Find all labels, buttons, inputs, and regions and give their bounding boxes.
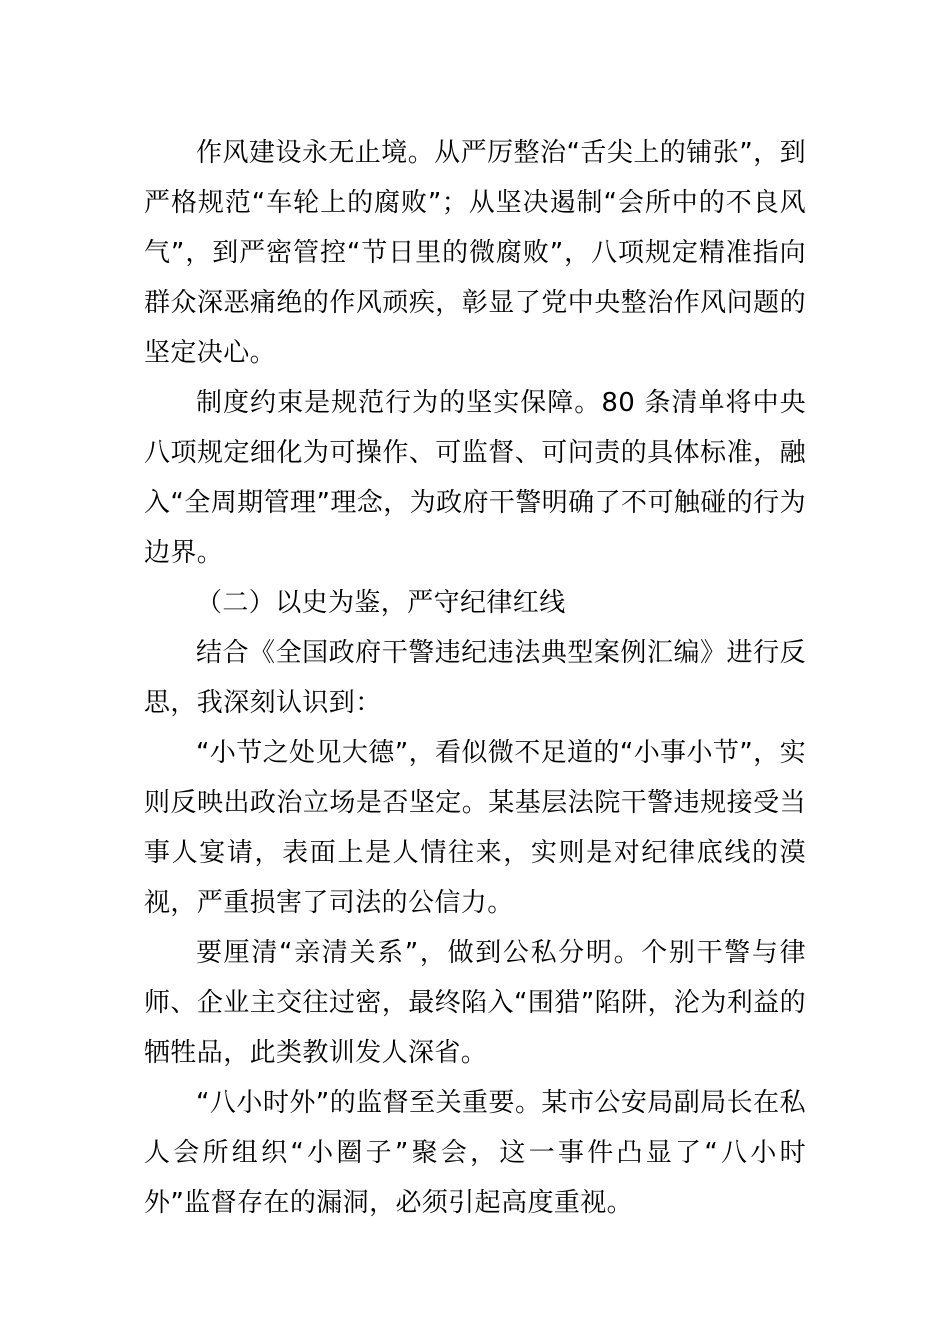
document-body <box>144 128 806 1228</box>
paragraph-clean-relations: 要厘清“亲清关系”，做到公私分明。个别干警与律师、企业主交往过密，最终陷入“围猎”陷阱，沦为利益的牺牲品，此类教训发人深省。 <box>144 938 806 1068</box>
paragraph-case-reflection: 结合《全国政府干警违纪违法典型案例汇编》进行反思，我深刻认识到： <box>144 638 806 718</box>
paragraph-institutional-constraints: 制度约束是规范行为的坚实保障。80 条清单将中央八项规定细化为可操作、可监督、可问责的具体标准，融入“全周期管理”理念，为政府干警明确了不可触碰的行为边界。 <box>144 388 806 568</box>
paragraph-style-building: 作风建设永无止境。从严厉整治“舌尖上的铺张”，到严格规范“车轮上的腐败”；从坚决遏制“会所中的不良风气”，到严密管控“节日里的微腐败”，八项规定精准指向群众深恶痛绝的作风顽疾，彰显了党中央整治作风问题的坚定决心。 <box>144 138 806 368</box>
paragraph-after-hours-supervision: “八小时外”的监督至关重要。某市公安局副局长在私人会所组织“小圈子”聚会，这一事件凸显了“八小时外”监督存在的漏洞，必须引起高度重视。 <box>144 1088 806 1218</box>
section-heading: （二）以史为鉴，严守纪律红线 <box>196 588 566 618</box>
paragraph-small-details: “小节之处见大德”，看似微不足道的“小事小节”，实则反映出政治立场是否坚定。某基层法院干警违规接受当事人宴请，表面上是人情往来，实则是对纪律底线的漠视，严重损害了司法的公信力。 <box>144 738 806 918</box>
